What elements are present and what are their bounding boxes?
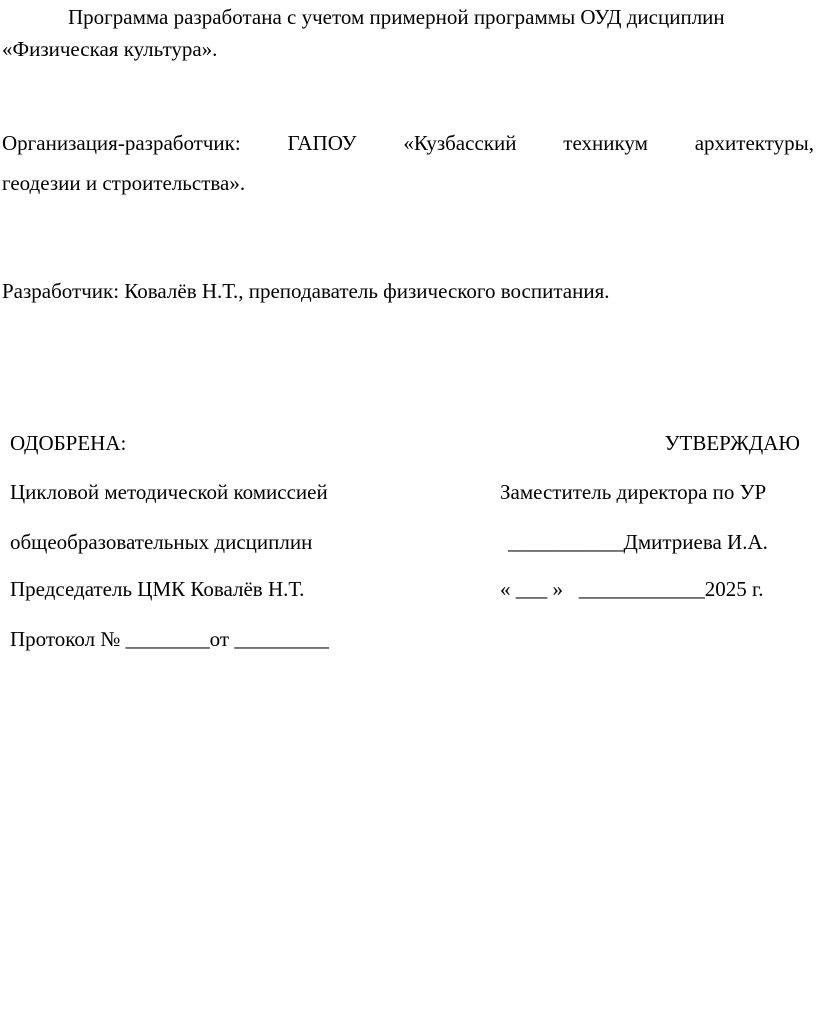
- approval-right-title: УТВЕРЖДАЮ: [664, 431, 800, 455]
- approval-left-title: ОДОБРЕНА:: [10, 431, 127, 455]
- organization-word: техникум: [563, 131, 648, 155]
- organization-word: архитектуры,: [694, 131, 814, 155]
- approval-left-line-3: Председатель ЦМК Ковалёв Н.Т.: [10, 577, 305, 601]
- organization-label: Организация-разработчик:: [2, 131, 241, 155]
- intro-line-1: Программа разработана с учетом примерной программы ОУД дисциплин: [68, 5, 725, 29]
- approval-left-line-1: Цикловой методической комиссией: [10, 480, 328, 504]
- organization-word: ГАПОУ: [287, 131, 357, 155]
- intro-line-2: «Физическая культура».: [2, 37, 218, 61]
- approval-left-line-2: общеобразовательных дисциплин: [10, 530, 313, 554]
- approval-left-line-4: Протокол № ________от _________: [10, 627, 329, 651]
- organization-line-1: [2, 133, 814, 154]
- approval-right-line-3: « ___ » ____________2025 г.: [500, 577, 764, 601]
- approval-right-line-1: Заместитель директора по УР: [500, 480, 767, 504]
- organization-word: «Кузбасский: [403, 131, 517, 155]
- approval-right-line-2: ___________Дмитриева И.А.: [508, 530, 768, 554]
- developer-line: Разработчик: Ковалёв Н.Т., преподаватель физического воспитания.: [2, 279, 610, 303]
- organization-line-2: геодезии и строительства».: [2, 171, 246, 195]
